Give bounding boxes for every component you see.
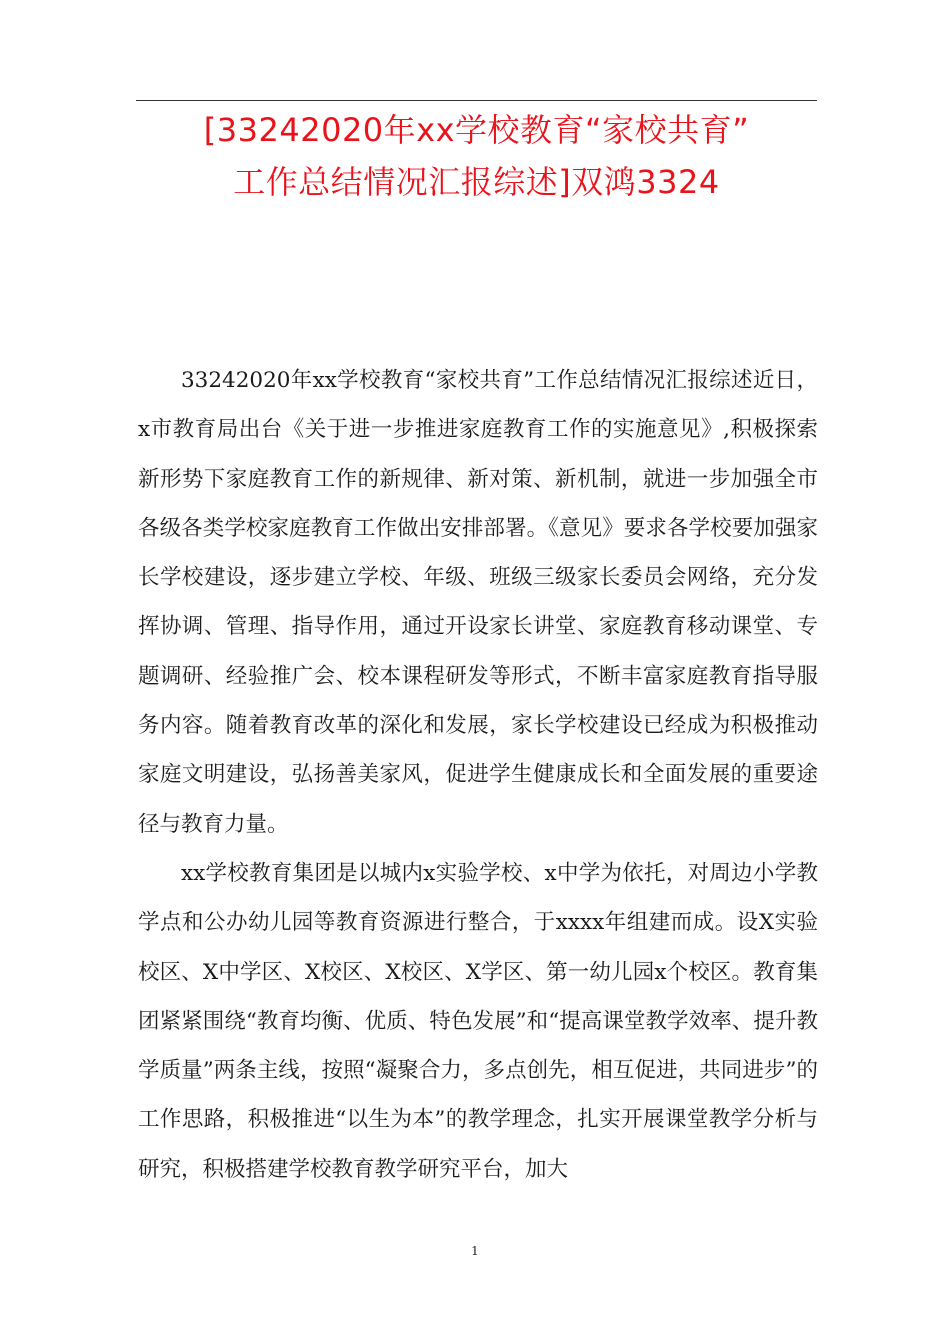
title-line-1: [33242020年xx学校教育“家校共育” (203, 111, 750, 149)
paragraph-2: xx学校教育集团是以城内x实验学校、x中学为依托，对周边小学教学点和公办幼儿园等教育资源进行整合，于xxxx年组建而成。设X实验校区、X中学区、X校区、X校区、X学区、第一幼儿园x个校区。教育集团紧紧围绕“教育均衡、优质、特色发展”和“提高课堂教学效率、提升教学质量”两条主线，按照“凝聚合力，多点创先，相互促进，共同进步”的工作思路，积极推进“以生为本”的教学理念，扎实开展课堂教学分析与研究，积极搭建学校教育教学研究平台，加大 (138, 860, 818, 1182)
header-rule (136, 100, 817, 101)
paragraph-1: 33242020年xx学校教育“家校共育”工作总结情况汇报综述近日，x市教育局出台《关于进一步推进家庭教育工作的实施意见》,积极探索新形势下家庭教育工作的新规律、新对策、新机制，就进一步加强全市各级各类学校家庭教育工作做出安排部署。《意见》要求各学校要加强家长学校建设，逐步建立学校、年级、班级三级家长委员会网络，充分发挥协调、管理、指导作用，通过开设家长讲堂、家庭教育移动课堂、专题调研、经验推广会、校本课程研发等形式，不断丰富家庭教育指导服务内容。随着教育改革的深化和发展，家长学校建设已经成为积极推动家庭文明建设，弘扬善美家风，促进学生健康成长和全面发展的重要途径与教育力量。 (138, 368, 818, 837)
title-line-2: 工作总结情况汇报综述]双鸿3324 (233, 163, 720, 201)
page-number: 1 (471, 1244, 479, 1258)
document-body (138, 356, 818, 1194)
document-title (136, 104, 817, 208)
